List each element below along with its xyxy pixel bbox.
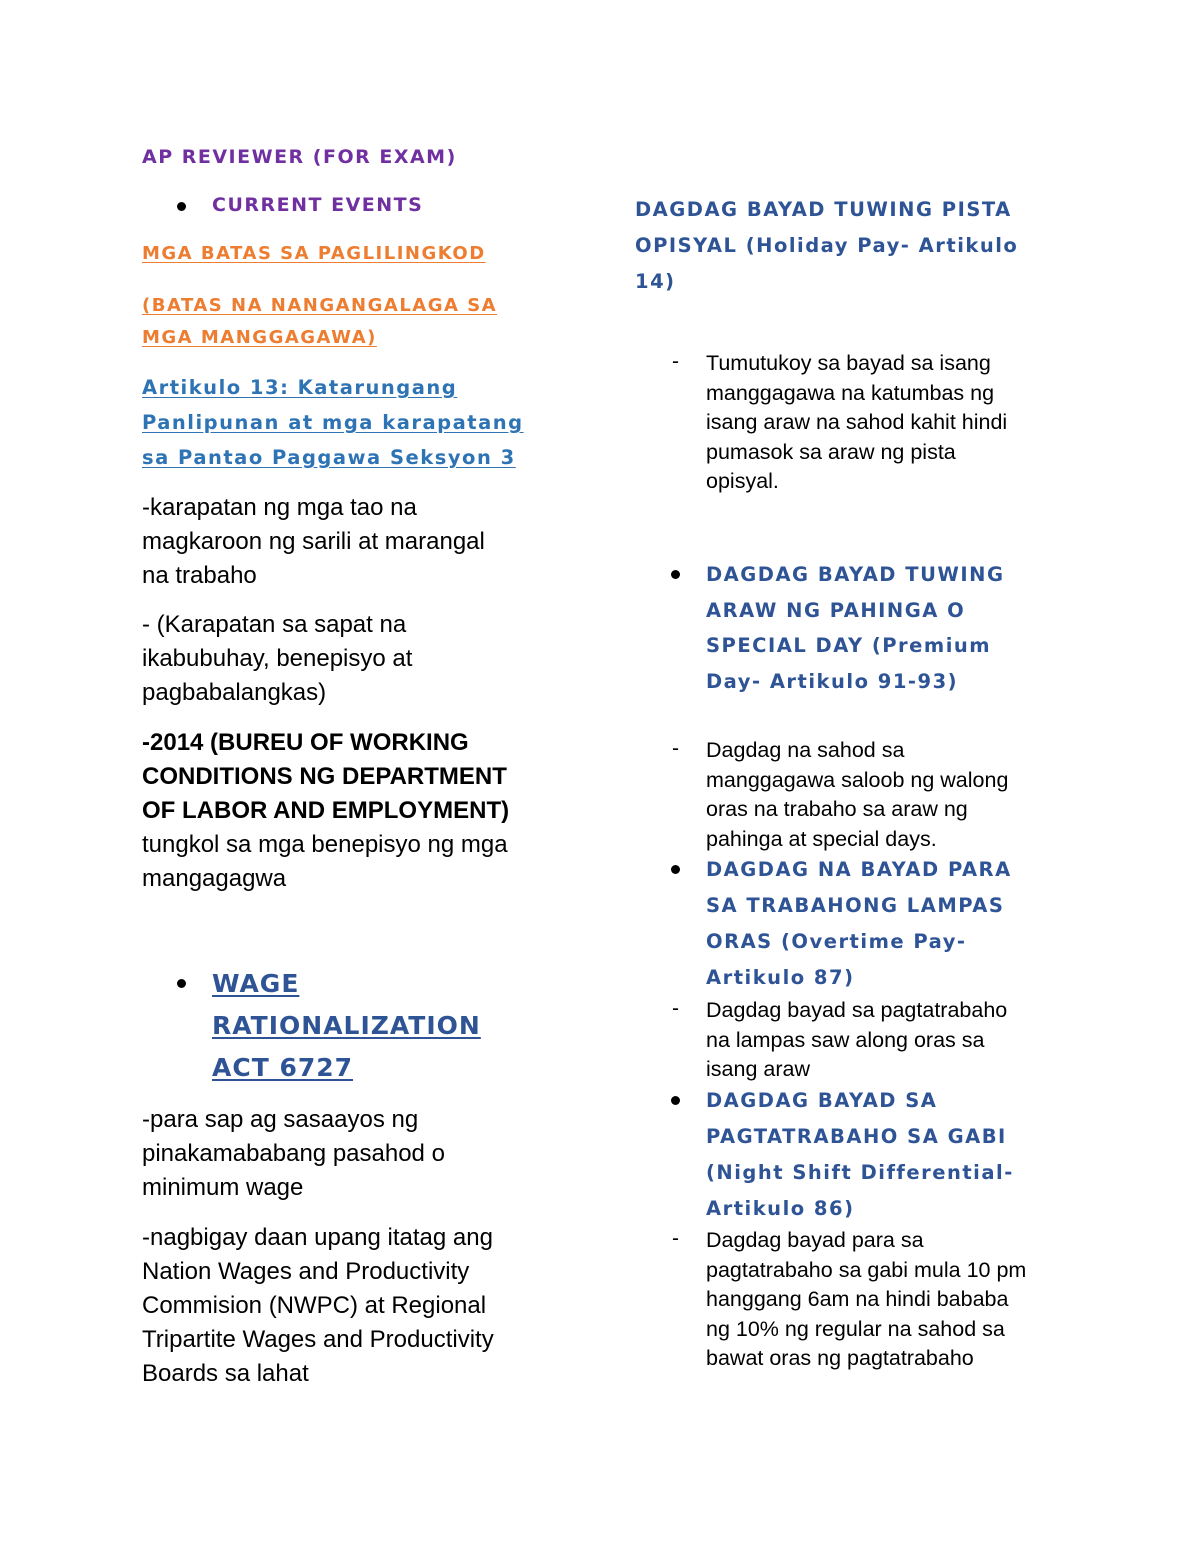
paragraph-karapatan-sapat (142, 608, 412, 710)
dash-marker: - (672, 1227, 679, 1250)
bullet-icon (671, 1096, 680, 1105)
text-line: pinakamababang pasahod o (142, 1140, 445, 1167)
text-line: Dagdag na sahod sa (706, 738, 905, 762)
dash-marker: - (672, 997, 679, 1020)
holiday-pay-heading (635, 192, 1018, 300)
text-line: -para sap ag sasaayos ng (142, 1106, 419, 1133)
heading-line: 14) (635, 270, 676, 293)
paragraph-minimum-wage (142, 1103, 445, 1205)
text-line: pumasok sa araw ng pista (706, 439, 956, 464)
bullet-icon (177, 979, 186, 988)
heading-line: DAGDAG BAYAD TUWING (706, 563, 1005, 586)
text-line: manggagawa na katumbas ng (706, 380, 995, 405)
text-line: Dagdag bayad sa pagtatrabaho (706, 998, 1008, 1022)
text-line: Nation Wages and Productivity (142, 1258, 470, 1285)
text-line: Boards sa lahat (142, 1360, 309, 1387)
wage-heading-line: ACT 6727 (212, 1053, 354, 1082)
heading-line: SPECIAL DAY (Premium (706, 634, 992, 657)
paragraph-karapatan (142, 491, 485, 593)
heading-line: DAGDAG BAYAD SA (706, 1089, 938, 1112)
text-line: -nagbigay daan upang itatag ang (142, 1224, 493, 1251)
premium-day-description (706, 736, 1008, 854)
heading-line: Artikulo 87) (706, 966, 855, 989)
text-line: magkaroon ng sarili at marangal (142, 528, 485, 555)
heading-line: DAGDAG NA BAYAD PARA (706, 858, 1012, 881)
artikulo-13-heading (142, 370, 524, 475)
text-line: mangagagwa (142, 865, 287, 892)
current-events-bullet: CURRENT EVENTS (212, 194, 424, 216)
heading-line: ORAS (Overtime Pay- (706, 930, 967, 953)
bullet-icon (177, 202, 186, 211)
heading-line: PAGTATRABAHO SA GABI (706, 1125, 1007, 1148)
artikulo-13-line: Panlipunan at mga karapatang (142, 411, 524, 434)
text-line: ikabubuhay, benepisyo at (142, 645, 413, 672)
document-title: AP REVIEWER (FOR EXAM) (142, 146, 457, 168)
bold-line: OF LABOR AND EMPLOYMENT) (142, 797, 510, 824)
text-line: pagbabalangkas) (142, 679, 327, 706)
artikulo-13-line: sa Pantao Paggawa Seksyon 3 (142, 446, 516, 469)
wage-heading-line: WAGE (212, 969, 300, 998)
text-line: Commision (NWPC) at Regional (142, 1292, 487, 1319)
heading-batas: MGA BATAS SA PAGLILINGKOD (142, 243, 486, 264)
text-line: -karapatan ng mga tao na (142, 494, 417, 521)
text-line: na lampas saw along oras sa (706, 1027, 985, 1052)
text-line: Tumutukoy sa bayad sa isang (706, 351, 991, 375)
wage-heading-line: RATIONALIZATION (212, 1011, 481, 1040)
night-shift-heading (706, 1083, 1014, 1227)
text-line: opisyal. (706, 469, 779, 493)
heading-batas-sub-line: MGA MANGGAGAWA) (142, 327, 377, 348)
heading-line: DAGDAG BAYAD TUWING PISTA (635, 198, 1012, 221)
overtime-pay-description (706, 996, 1007, 1085)
wage-rationalization-heading (212, 963, 481, 1089)
paragraph-nwpc (142, 1221, 494, 1391)
text-line: oras na trabaho sa araw ng (706, 797, 968, 821)
heading-batas-sub (142, 290, 497, 354)
text-line: na trabaho (142, 562, 257, 589)
bullet-icon (671, 865, 680, 874)
heading-line: ARAW NG PAHINGA O (706, 598, 966, 622)
premium-day-heading (706, 557, 1005, 699)
bullet-icon (671, 570, 680, 579)
text-line: hanggang 6am na hindi bababa (706, 1287, 1009, 1311)
heading-line: SA TRABAHONG LAMPAS (706, 894, 1005, 917)
artikulo-13-line: Artikulo 13: Katarungang (142, 376, 458, 399)
overtime-pay-heading (706, 852, 1012, 996)
heading-line: (Night Shift Differential- (706, 1161, 1014, 1184)
night-shift-description (706, 1226, 1026, 1374)
heading-batas-sub-line: (BATAS NA NANGANGALAGA SA (142, 295, 498, 316)
text-line: bawat oras ng pagtatrabaho (706, 1346, 974, 1370)
text-line: pagtatrabaho sa gabi mula 10 pm (706, 1257, 1027, 1282)
text-line: - (Karapatan sa sapat na (142, 611, 407, 638)
bold-line: -2014 (BUREU OF WORKING (142, 729, 469, 756)
holiday-pay-description (706, 349, 1007, 497)
text-line: Tripartite Wages and Productivity (142, 1326, 494, 1353)
dash-marker: - (672, 737, 679, 760)
bold-line: CONDITIONS NG DEPARTMENT (142, 763, 507, 790)
text-line: minimum wage (142, 1174, 304, 1201)
text-line: ng 10% ng regular na sahod sa (706, 1316, 1005, 1341)
text-line: tungkol sa mga benepisyo ng mga (142, 831, 508, 858)
text-line: isang araw na sahod kahit hindi (706, 410, 1008, 434)
heading-line: Day- Artikulo 91-93) (706, 669, 959, 693)
paragraph-2014 (142, 726, 509, 896)
text-line: manggagawa saloob ng walong (706, 767, 1009, 792)
text-line: pahinga at special days. (706, 826, 937, 851)
dash-marker: - (672, 350, 679, 373)
text-line: isang araw (706, 1057, 810, 1081)
heading-line: Artikulo 86) (706, 1197, 855, 1220)
text-line: Dagdag bayad para sa (706, 1228, 924, 1252)
heading-line: OPISYAL (Holiday Pay- Artikulo (635, 234, 1019, 257)
